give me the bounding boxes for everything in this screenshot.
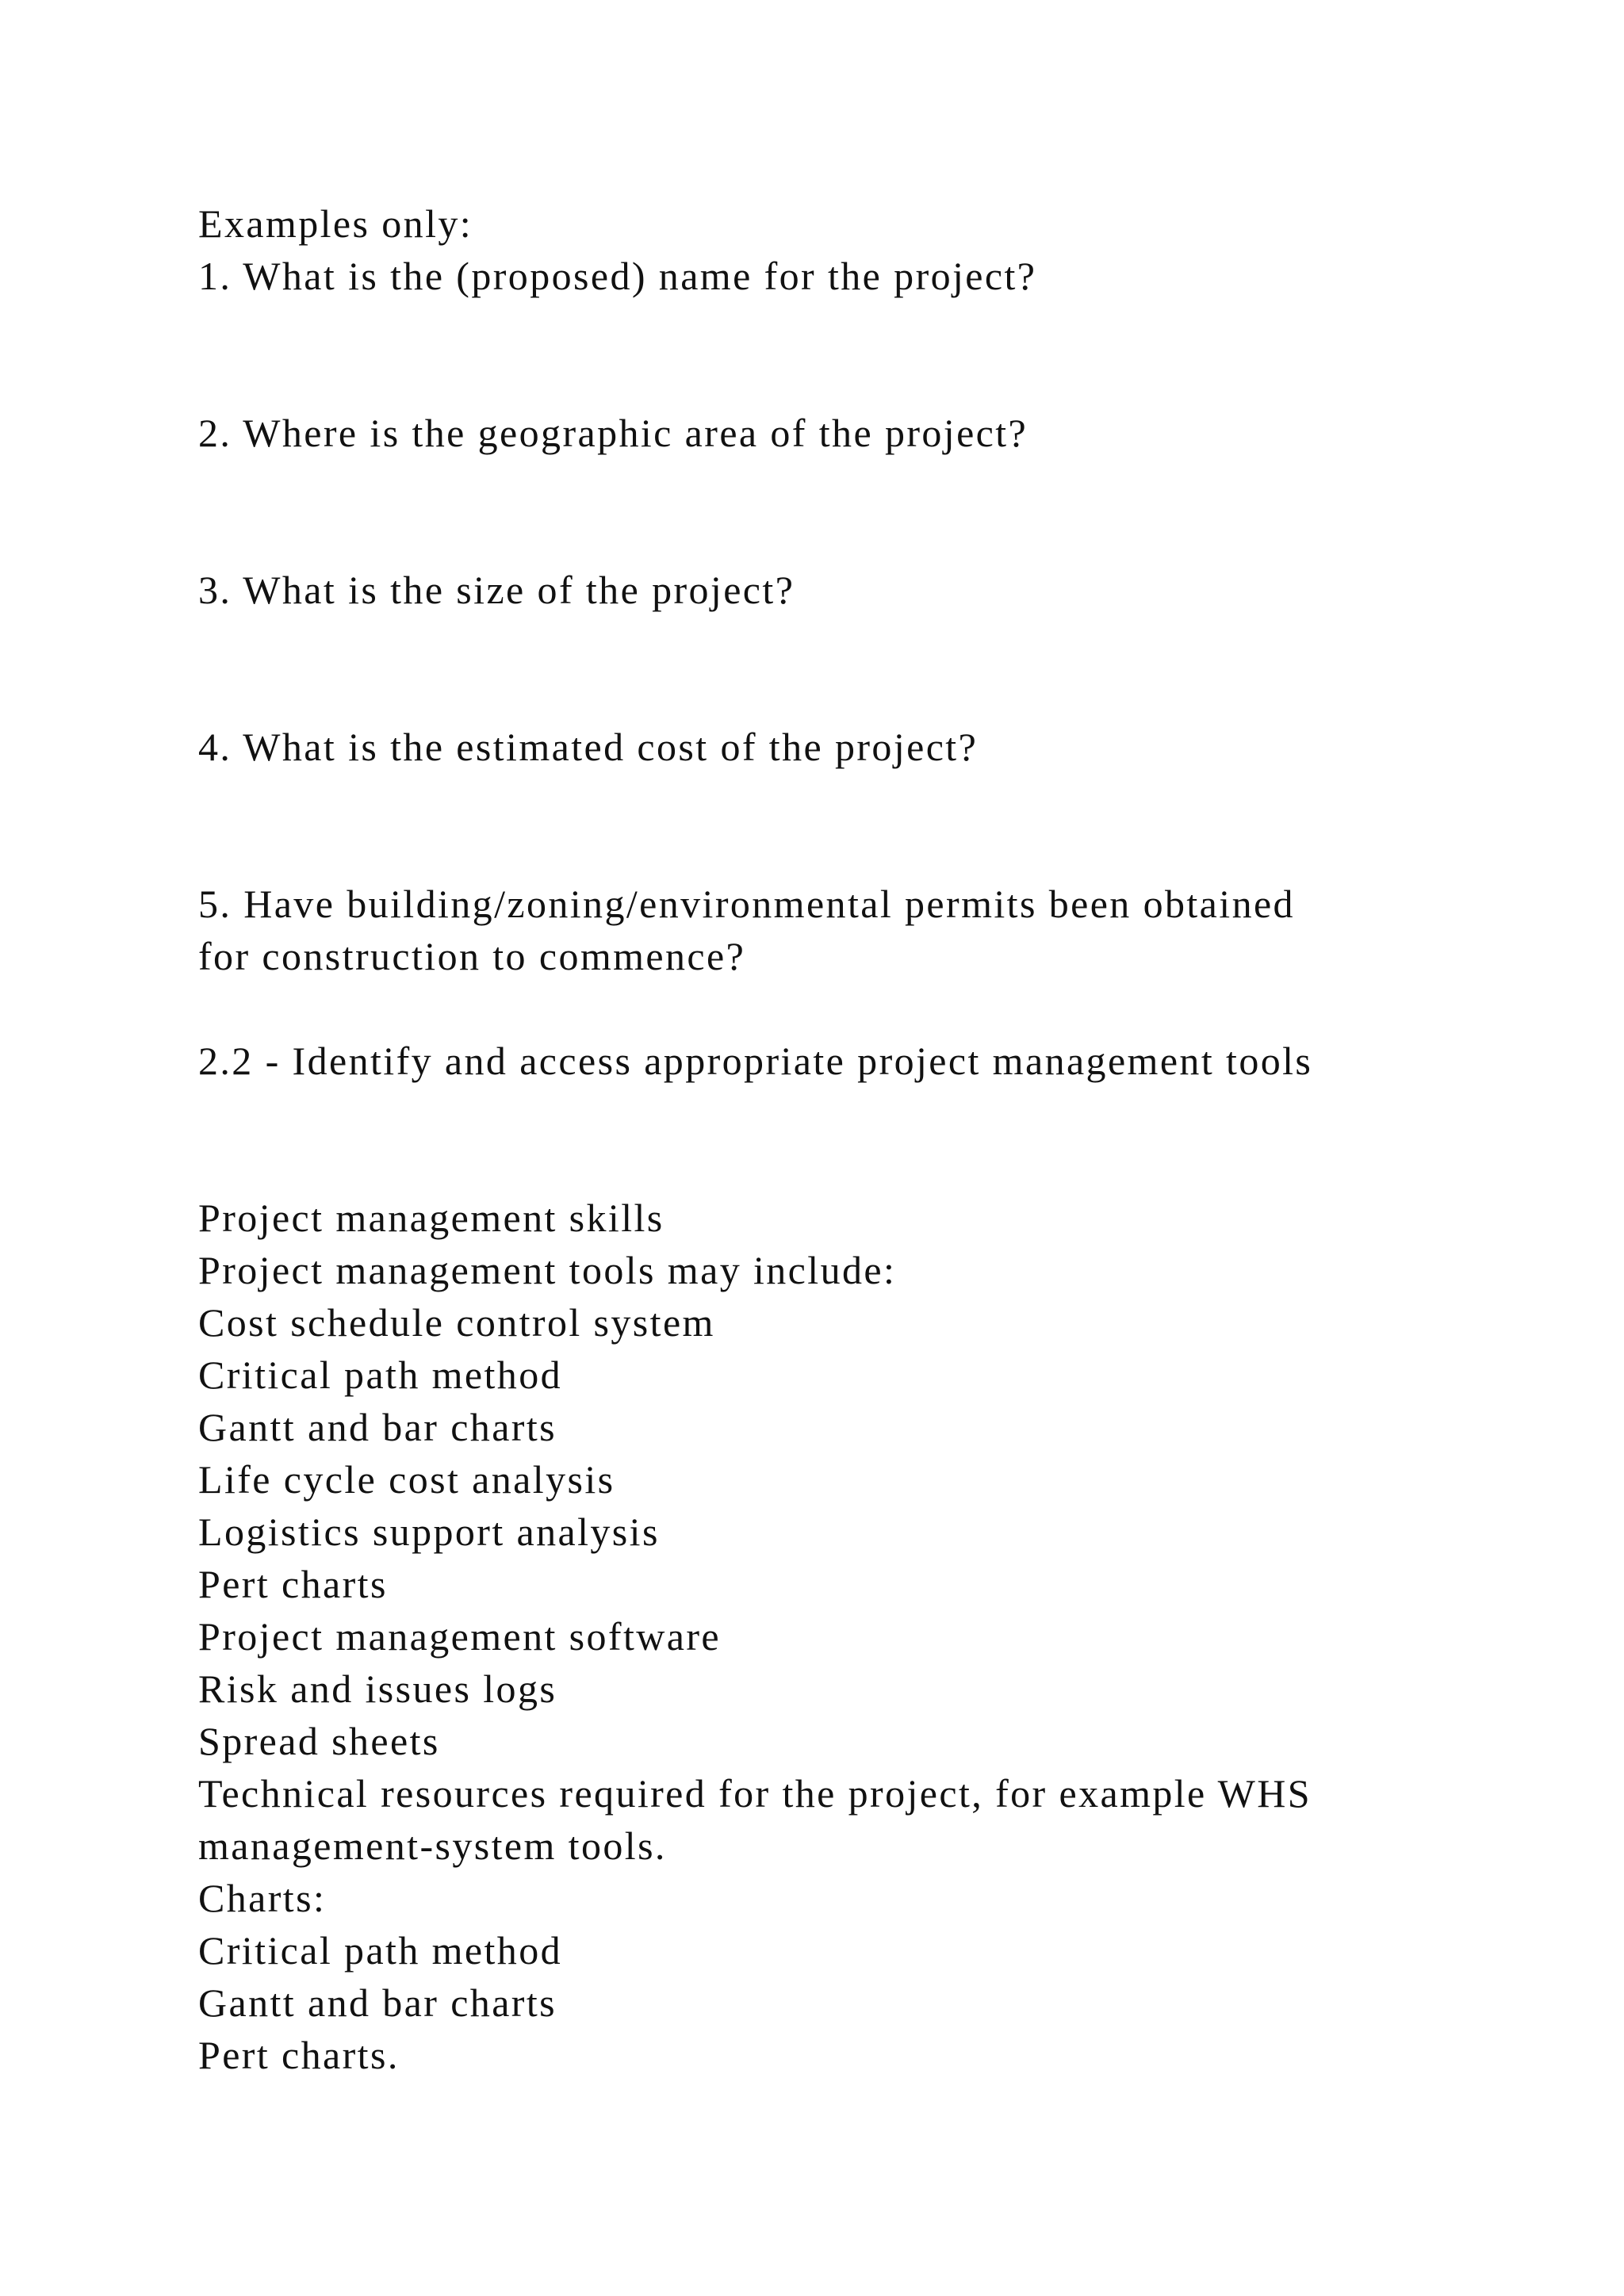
chart-item: Pert charts. xyxy=(198,2033,400,2077)
tool-item: Risk and issues logs xyxy=(198,1667,557,1711)
tool-item: Gantt and bar charts xyxy=(198,1405,557,1449)
tools-intro: Project management tools may include: xyxy=(198,1248,897,1292)
tool-item: Technical resources required for the project, for example WHS xyxy=(198,1771,1312,1816)
chart-item: Gantt and bar charts xyxy=(198,1980,557,2025)
question-4: 4. What is the estimated cost of the project? xyxy=(198,725,979,769)
chart-item: Critical path method xyxy=(198,1928,563,1973)
tool-item: Life cycle cost analysis xyxy=(198,1457,615,1502)
tool-item-continued: management-system tools. xyxy=(198,1823,667,1868)
tool-item: Logistics support analysis xyxy=(198,1510,660,1554)
tool-item: Cost schedule control system xyxy=(198,1300,715,1345)
tool-item: Spread sheets xyxy=(198,1719,440,1763)
tool-item: Pert charts xyxy=(198,1562,388,1606)
question-2: 2. Where is the geographic area of the project? xyxy=(198,411,1028,455)
question-5: 5. Have building/zoning/environmental permits been obtained xyxy=(198,882,1295,926)
tool-item: Critical path method xyxy=(198,1353,563,1397)
tool-item: Project management software xyxy=(198,1614,722,1659)
question-5-continued: for construction to commence? xyxy=(198,934,746,978)
intro-text: Examples only: xyxy=(198,201,473,246)
section-heading: 2.2 - Identify and access appropriate project management tools xyxy=(198,1039,1313,1083)
question-1: 1. What is the (proposed) name for the project? xyxy=(198,254,1037,298)
charts-heading: Charts: xyxy=(198,1876,327,1920)
question-3: 3. What is the size of the project? xyxy=(198,568,795,612)
skills-heading: Project management skills xyxy=(198,1196,665,1240)
